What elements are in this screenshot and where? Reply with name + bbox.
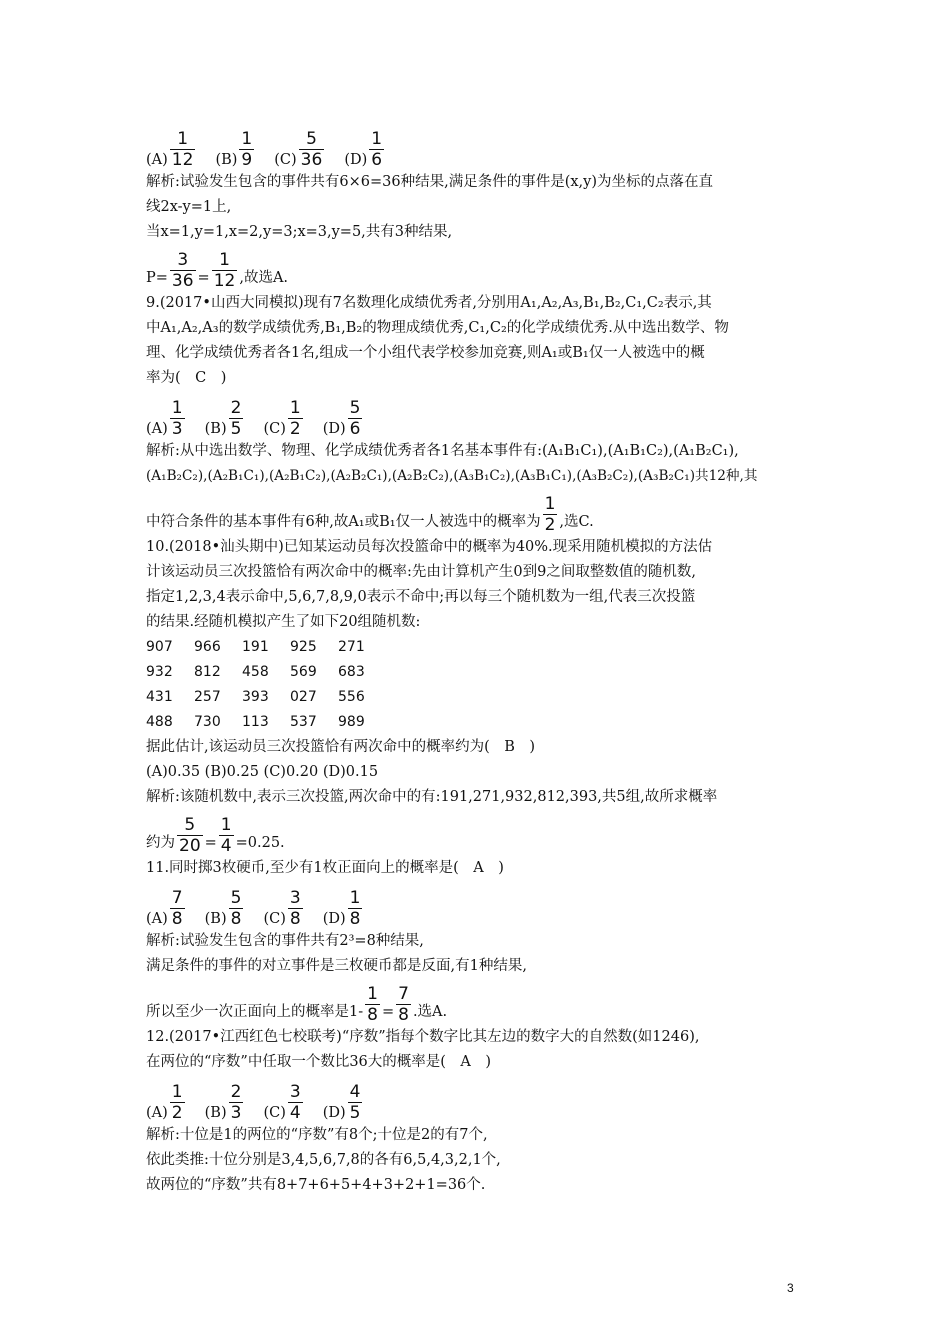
random-number-table [146,635,814,735]
fraction: $\frac{1}{4}$ [220,815,232,856]
q9-option-c: (C) $\frac{1}{2}$ [263,398,301,439]
q11-option-d: (D) $\frac{1}{8}$ [322,888,361,929]
fraction: $\frac{7}{8}$ [171,888,183,929]
random-number: 989 [338,714,365,730]
q12-analysis-line: 解析:十位是1的两位的“序数”有8个;十位是2的有7个, [146,1127,488,1143]
q11-analysis-line: 解析:试验发生包含的事件共有2³=8种结果, [146,933,424,949]
fraction: $\frac{3}{4}$ [289,1082,301,1123]
q12-option-a: (A) $\frac{1}{2}$ [146,1082,183,1123]
q10-options-line: (A)0.35 (B)0.25 (C)0.20 (D)0.15 [146,764,379,780]
q8-analysis-line: 解析:试验发生包含的事件共有6×6=36种结果,满足条件的事件是(x,y)为坐标的点落在直 [146,174,713,190]
random-number: 966 [194,639,221,655]
random-number: 393 [242,689,269,705]
fraction: $\frac{2}{5}$ [230,398,242,439]
random-number: 569 [290,664,317,680]
random-number: 812 [194,664,221,680]
q8-analysis-line: 线2x-y=1上, [146,199,232,215]
q9-option-d: (D) $\frac{5}{6}$ [322,398,361,439]
q10-stem-line: 10.(2018•汕头期中)已知某运动员每次投篮命中的概率为40%.现采用随机模拟的方法估 [146,539,713,555]
q8-option-a: (A) $\frac{1}{12}$ [146,129,194,170]
q9-stem-line: 中A₁,A₂,A₃的数学成绩优秀,B₁,B₂的物理成绩优秀,C₁,C₂的化学成绩优秀.从中选出数学、物 [146,320,729,336]
fraction: $\frac{1}{12}$ [213,250,236,291]
fraction: $\frac{5}{6}$ [349,398,361,439]
random-number: 488 [146,714,173,730]
fraction: $\frac{7}{8}$ [398,984,409,1025]
q9-options [146,391,814,439]
fraction: $\frac{1}{2}$ [544,494,556,535]
fraction: $\frac{5}{36}$ [300,129,323,170]
q9-stem-line: 9.(2017•山西大同模拟)现有7名数理化成绩优秀者,分别用A₁,A₂,A₃,B₁,B₂,C₁,C₂表示,其 [146,295,712,311]
fraction: $\frac{1}{2}$ [171,1082,183,1123]
q10-analysis-line: 解析:该随机数中,表示三次投篮,两次命中的有:191,271,932,812,393,共5组,故所求概率 [146,789,718,805]
document-page [146,118,814,1198]
q11-option-a: (A) $\frac{7}{8}$ [146,888,183,929]
random-number: 431 [146,689,173,705]
q8-probability-line: P= $\frac{3}{36}$ = $\frac{1}{12}$ ,故选A. [146,250,289,291]
q10-analysis-line: 约为 $\frac{5}{20}$ = $\frac{1}{4}$ =0.25. [146,815,285,856]
q11-options [146,881,814,929]
q11-option-c: (C) $\frac{3}{8}$ [263,888,301,929]
q9-analysis-line: (A₁B₂C₂),(A₂B₁C₁),(A₂B₁C₂),(A₂B₂C₁),(A₂B₂C₂),(A₃B₁C₂),(A₃B₁C₁),(A₃B₂C₂),(A₃B₂C₁)共12种,其 [146,468,758,484]
fraction: $\frac{1}{8}$ [349,888,361,929]
fraction: $\frac{2}{3}$ [230,1082,242,1123]
random-number: 113 [242,714,269,730]
q8-option-c: (C) $\frac{5}{36}$ [274,129,323,170]
random-number: 458 [242,664,269,680]
fraction: $\frac{5}{8}$ [230,888,242,929]
fraction: $\frac{1}{8}$ [367,984,378,1025]
q12-analysis-line: 故两位的“序数”共有8+7+6+5+4+3+2+1=36个. [146,1177,486,1193]
q12-stem-line: 12.(2017•江西红色七校联考)“序数”指每个数字比其左边的数字大的自然数(如1246), [146,1029,700,1045]
q11-stem-line: 11.同时掷3枚硬币,至少有1枚正面向上的概率是( A ) [146,860,504,876]
random-number: 257 [194,689,221,705]
random-number: 191 [242,639,269,655]
fraction: $\frac{1}{2}$ [289,398,301,439]
fraction: $\frac{1}{6}$ [371,129,383,170]
q8-option-d: (D) $\frac{1}{6}$ [344,129,383,170]
q12-stem-line: 在两位的“序数”中任取一个数比36大的概率是( A ) [146,1054,492,1070]
random-number: 556 [338,689,365,705]
fraction: $\frac{4}{5}$ [349,1082,361,1123]
fraction: $\frac{3}{36}$ [171,250,194,291]
q9-option-b: (B) $\frac{2}{5}$ [204,398,242,439]
q10-stem-line: 的结果.经随机模拟产生了如下20组随机数: [146,614,421,630]
q9-stem-line: 率为( C ) [146,370,227,386]
q12-options [146,1075,814,1123]
fraction: $\frac{1}{12}$ [171,129,194,170]
random-number: 683 [338,664,365,680]
fraction: $\frac{3}{8}$ [289,888,301,929]
random-number: 907 [146,639,173,655]
q11-analysis-line: 满足条件的事件的对立事件是三枚硬币都是反面,有1种结果, [146,958,527,974]
q11-analysis-line: 所以至少一次正面向上的概率是1- $\frac{1}{8}$ = $\frac{7}{8}$ .选A. [146,984,448,1025]
fraction: $\frac{1}{9}$ [241,129,253,170]
q9-analysis-line: 中符合条件的基本事件有6种,故A₁或B₁仅一人被选中的概率为 $\frac{1}{2}$ ,选C. [146,494,594,535]
q8-options [146,118,814,170]
random-number: 027 [290,689,317,705]
q9-analysis-line: 解析:从中选出数学、物理、化学成绩优秀者各1名基本事件有:(A₁B₁C₁),(A₁B₁C₂),(A₁B₂C₁), [146,443,739,459]
q12-analysis-line: 依此类推:十位分别是3,4,5,6,7,8的各有6,5,4,3,2,1个, [146,1152,501,1168]
random-number: 537 [290,714,317,730]
q9-option-a: (A) $\frac{1}{3}$ [146,398,183,439]
q8-option-b: (B) $\frac{1}{9}$ [215,129,253,170]
q10-stem-line: 指定1,2,3,4表示命中,5,6,7,8,9,0表示不命中;再以每三个随机数为一组,代表三次投篮 [146,589,696,605]
q12-option-b: (B) $\frac{2}{3}$ [204,1082,242,1123]
q10-question-line: 据此估计,该运动员三次投篮恰有两次命中的概率约为( B ) [146,739,536,755]
fraction: $\frac{1}{3}$ [171,398,183,439]
q9-stem-line: 理、化学成绩优秀者各1名,组成一个小组代表学校参加竞赛,则A₁或B₁仅一人被选中的概 [146,345,705,361]
q12-option-c: (C) $\frac{3}{4}$ [263,1082,301,1123]
random-number: 925 [290,639,317,655]
q12-option-d: (D) $\frac{4}{5}$ [322,1082,361,1123]
q11-option-b: (B) $\frac{5}{8}$ [204,888,242,929]
random-number: 730 [194,714,221,730]
q8-analysis-line: 当x=1,y=1,x=2,y=3;x=3,y=5,共有3种结果, [146,224,453,240]
random-number: 271 [338,639,365,655]
random-number: 932 [146,664,173,680]
fraction: $\frac{5}{20}$ [179,815,201,856]
q10-stem-line: 计该运动员三次投篮恰有两次命中的概率:先由计算机产生0到9之间取整数值的随机数, [146,564,696,580]
page-number: 3 [787,1281,794,1295]
